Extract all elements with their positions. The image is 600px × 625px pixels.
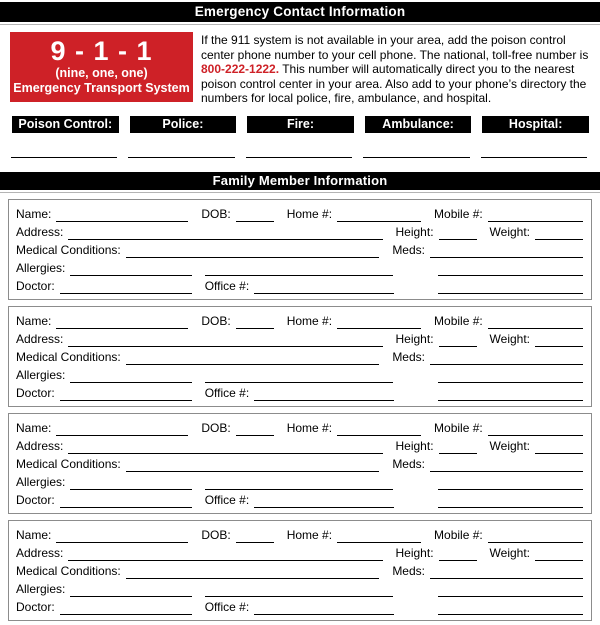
member-row-name bbox=[16, 204, 583, 222]
address-line bbox=[68, 441, 382, 454]
member-row-address bbox=[16, 436, 583, 454]
office-phone-label: Office #: bbox=[204, 278, 250, 293]
weight-line bbox=[535, 227, 583, 240]
medical-conditions-line bbox=[126, 245, 380, 258]
meds-continuation-line bbox=[438, 584, 583, 597]
mobile-phone-line bbox=[488, 316, 583, 329]
contact-blank-lines-row bbox=[11, 157, 587, 158]
mobile-phone-line bbox=[488, 209, 583, 222]
home-phone-line bbox=[337, 530, 421, 543]
mobile-phone-line bbox=[488, 423, 583, 436]
mobile-phone-label: Mobile #: bbox=[434, 313, 483, 328]
family-member-block bbox=[8, 199, 592, 300]
member-row-address bbox=[16, 543, 583, 561]
member-row-allergies bbox=[16, 365, 583, 383]
height-label: Height: bbox=[395, 331, 434, 346]
dob-label: DOB: bbox=[201, 420, 231, 435]
member-row-name bbox=[16, 311, 583, 329]
member-row-medical bbox=[16, 561, 583, 579]
member-row-doctor bbox=[16, 490, 583, 508]
height-line bbox=[439, 548, 477, 561]
mobile-phone-label: Mobile #: bbox=[434, 527, 483, 542]
medical-conditions-label: Medical Conditions: bbox=[16, 242, 121, 257]
address-label: Address: bbox=[16, 331, 64, 346]
home-phone-label: Home #: bbox=[286, 420, 333, 435]
name-line bbox=[56, 530, 188, 543]
header-divider bbox=[0, 24, 600, 25]
weight-label: Weight: bbox=[489, 331, 530, 346]
height-line bbox=[439, 441, 477, 454]
emergency-contact-header-bar bbox=[0, 2, 600, 22]
doctor-label: Doctor: bbox=[16, 599, 55, 614]
member-row-allergies bbox=[16, 472, 583, 490]
height-label: Height: bbox=[395, 224, 434, 239]
allergies-label: Allergies: bbox=[16, 474, 66, 489]
poison-control-paragraph bbox=[201, 32, 590, 106]
dob-label: DOB: bbox=[201, 206, 231, 221]
home-phone-line bbox=[337, 423, 421, 436]
doctor-line bbox=[60, 495, 192, 508]
medical-conditions-label: Medical Conditions: bbox=[16, 563, 121, 578]
member-row-doctor bbox=[16, 276, 583, 294]
name-label: Name: bbox=[16, 206, 52, 221]
contact-label: Hospital: bbox=[508, 116, 563, 131]
medical-conditions-label: Medical Conditions: bbox=[16, 456, 121, 471]
911-red-box bbox=[10, 32, 193, 102]
meds-line bbox=[430, 566, 583, 579]
member-row-address bbox=[16, 222, 583, 240]
meds-continuation-line bbox=[438, 263, 583, 276]
family-member-block bbox=[8, 306, 592, 407]
family-header-divider bbox=[0, 192, 600, 193]
address-label: Address: bbox=[16, 545, 64, 560]
emergency-contact-title: Emergency Contact Information bbox=[194, 4, 406, 19]
member-row-allergies bbox=[16, 579, 583, 597]
dob-line bbox=[236, 530, 274, 543]
contact-blank-line bbox=[246, 157, 352, 158]
office-phone-line bbox=[254, 281, 394, 294]
height-label: Height: bbox=[395, 545, 434, 560]
weight-line bbox=[535, 334, 583, 347]
height-line bbox=[439, 227, 477, 240]
meds-continuation-line-2 bbox=[438, 281, 583, 294]
medical-conditions-line bbox=[126, 566, 380, 579]
meds-continuation-line-2 bbox=[438, 388, 583, 401]
contact-label: Fire: bbox=[286, 116, 315, 131]
member-row-medical bbox=[16, 454, 583, 472]
allergies-label: Allergies: bbox=[16, 581, 66, 596]
meds-line bbox=[430, 352, 583, 365]
member-row-name bbox=[16, 418, 583, 436]
name-label: Name: bbox=[16, 313, 52, 328]
meds-label: Meds: bbox=[392, 242, 425, 257]
medical-conditions-line bbox=[126, 459, 380, 472]
poison-control-phone-number: 800-222-1222. bbox=[201, 62, 280, 77]
meds-continuation-line-2 bbox=[438, 602, 583, 615]
name-label: Name: bbox=[16, 527, 52, 542]
allergies-label: Allergies: bbox=[16, 367, 66, 382]
contact-label: Poison Control: bbox=[18, 116, 113, 131]
allergies-line bbox=[70, 477, 192, 490]
dob-label: DOB: bbox=[201, 313, 231, 328]
medical-conditions-label: Medical Conditions: bbox=[16, 349, 121, 364]
contact-blank-line bbox=[481, 157, 587, 158]
contact-label-box bbox=[12, 116, 119, 133]
member-row-medical bbox=[16, 347, 583, 365]
office-phone-line bbox=[254, 602, 394, 615]
doctor-line bbox=[60, 602, 192, 615]
mobile-phone-line bbox=[488, 530, 583, 543]
mobile-phone-label: Mobile #: bbox=[434, 206, 483, 221]
paragraph-text-after: This number will automatically direct you to the nearest poison control center in your area. Also add to your phone’s directory the numbers for local police, fire, ambulance, and hospital. bbox=[201, 62, 587, 106]
contact-label-box bbox=[365, 116, 472, 133]
meds-continuation-line bbox=[438, 477, 583, 490]
family-member-block bbox=[8, 413, 592, 514]
meds-line bbox=[430, 245, 583, 258]
office-phone-label: Office #: bbox=[204, 385, 250, 400]
home-phone-label: Home #: bbox=[286, 527, 333, 542]
office-phone-label: Office #: bbox=[204, 599, 250, 614]
contact-blank-line bbox=[128, 157, 234, 158]
dob-label: DOB: bbox=[201, 527, 231, 542]
contact-labels-row bbox=[12, 116, 589, 133]
family-member-header-bar bbox=[0, 172, 600, 190]
family-member-block bbox=[8, 520, 592, 621]
911-spelled-out: (nine, one, one) bbox=[55, 66, 148, 81]
dob-line bbox=[236, 316, 274, 329]
meds-label: Meds: bbox=[392, 456, 425, 471]
address-line bbox=[68, 548, 382, 561]
family-members-section bbox=[0, 199, 600, 621]
contact-label-box bbox=[130, 116, 237, 133]
contact-blank-line bbox=[363, 157, 469, 158]
allergies-line bbox=[70, 584, 192, 597]
member-row-address bbox=[16, 329, 583, 347]
name-line bbox=[56, 423, 188, 436]
member-row-allergies bbox=[16, 258, 583, 276]
address-line bbox=[68, 334, 382, 347]
office-phone-line bbox=[254, 495, 394, 508]
allergies-line bbox=[70, 370, 192, 383]
mobile-phone-label: Mobile #: bbox=[434, 420, 483, 435]
home-phone-label: Home #: bbox=[286, 313, 333, 328]
contact-blank-line bbox=[11, 157, 117, 158]
name-line bbox=[56, 316, 188, 329]
dob-line bbox=[236, 209, 274, 222]
family-member-title: Family Member Information bbox=[212, 172, 388, 188]
contact-label-box bbox=[247, 116, 354, 133]
home-phone-line bbox=[337, 209, 421, 222]
meds-continuation-line bbox=[438, 370, 583, 383]
emergency-intro-section bbox=[10, 32, 590, 106]
weight-label: Weight: bbox=[489, 438, 530, 453]
911-number: 9 - 1 - 1 bbox=[50, 36, 153, 67]
contact-label-box bbox=[482, 116, 589, 133]
allergies-line bbox=[70, 263, 192, 276]
member-row-doctor bbox=[16, 383, 583, 401]
doctor-line bbox=[60, 281, 192, 294]
member-row-doctor bbox=[16, 597, 583, 615]
height-label: Height: bbox=[395, 438, 434, 453]
allergies-label: Allergies: bbox=[16, 260, 66, 275]
doctor-label: Doctor: bbox=[16, 385, 55, 400]
paragraph-text-before: If the 911 system is not available in your area, add the poison control center phone number to your cell phone. The national, toll-free number is bbox=[201, 33, 589, 62]
weight-label: Weight: bbox=[489, 224, 530, 239]
allergies-continuation-line bbox=[205, 370, 393, 383]
allergies-continuation-line bbox=[205, 584, 393, 597]
allergies-continuation-line bbox=[205, 263, 393, 276]
name-line bbox=[56, 209, 188, 222]
contact-label: Police: bbox=[162, 116, 204, 131]
allergies-continuation-line bbox=[205, 477, 393, 490]
meds-label: Meds: bbox=[392, 349, 425, 364]
height-line bbox=[439, 334, 477, 347]
meds-label: Meds: bbox=[392, 563, 425, 578]
weight-line bbox=[535, 548, 583, 561]
member-row-name bbox=[16, 525, 583, 543]
medical-conditions-line bbox=[126, 352, 380, 365]
office-phone-line bbox=[254, 388, 394, 401]
doctor-label: Doctor: bbox=[16, 278, 55, 293]
doctor-label: Doctor: bbox=[16, 492, 55, 507]
dob-line bbox=[236, 423, 274, 436]
office-phone-label: Office #: bbox=[204, 492, 250, 507]
member-row-medical bbox=[16, 240, 583, 258]
doctor-line bbox=[60, 388, 192, 401]
home-phone-label: Home #: bbox=[286, 206, 333, 221]
meds-line bbox=[430, 459, 583, 472]
address-line bbox=[68, 227, 382, 240]
contact-label: Ambulance: bbox=[382, 116, 454, 131]
meds-continuation-line-2 bbox=[438, 495, 583, 508]
name-label: Name: bbox=[16, 420, 52, 435]
weight-label: Weight: bbox=[489, 545, 530, 560]
emergency-transport-label: Emergency Transport System bbox=[13, 80, 190, 95]
address-label: Address: bbox=[16, 438, 64, 453]
address-label: Address: bbox=[16, 224, 64, 239]
home-phone-line bbox=[337, 316, 421, 329]
weight-line bbox=[535, 441, 583, 454]
